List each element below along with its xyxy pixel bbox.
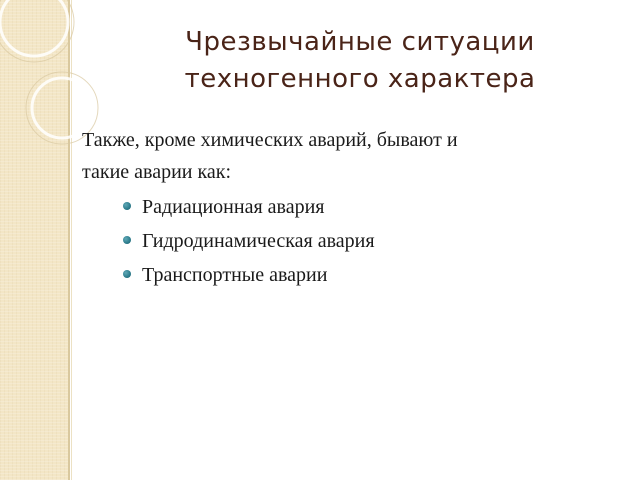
list-item-text: Гидродинамическая авария: [142, 230, 375, 252]
slide-title: [130, 24, 590, 98]
slide-title-line-2: техногенного характера: [184, 64, 536, 94]
intro-text: [82, 124, 602, 188]
bullet-icon: [123, 236, 131, 244]
intro-line-2: такие аварии как:: [82, 161, 232, 183]
slide-body: [82, 124, 602, 292]
bullet-icon: [123, 270, 131, 278]
slide-title-line-1: Чрезвычайные ситуации: [185, 27, 535, 57]
bullet-icon: [123, 202, 131, 210]
intro-line-1: Также, кроме химических аварий, бывают и: [82, 129, 458, 151]
list-item: [122, 224, 602, 258]
list-item: [122, 190, 602, 224]
list-item: [122, 258, 602, 292]
list-item-text: Радиационная авария: [142, 196, 325, 218]
bullet-list: [82, 190, 602, 292]
list-item-text: Транспортные аварии: [142, 264, 328, 286]
